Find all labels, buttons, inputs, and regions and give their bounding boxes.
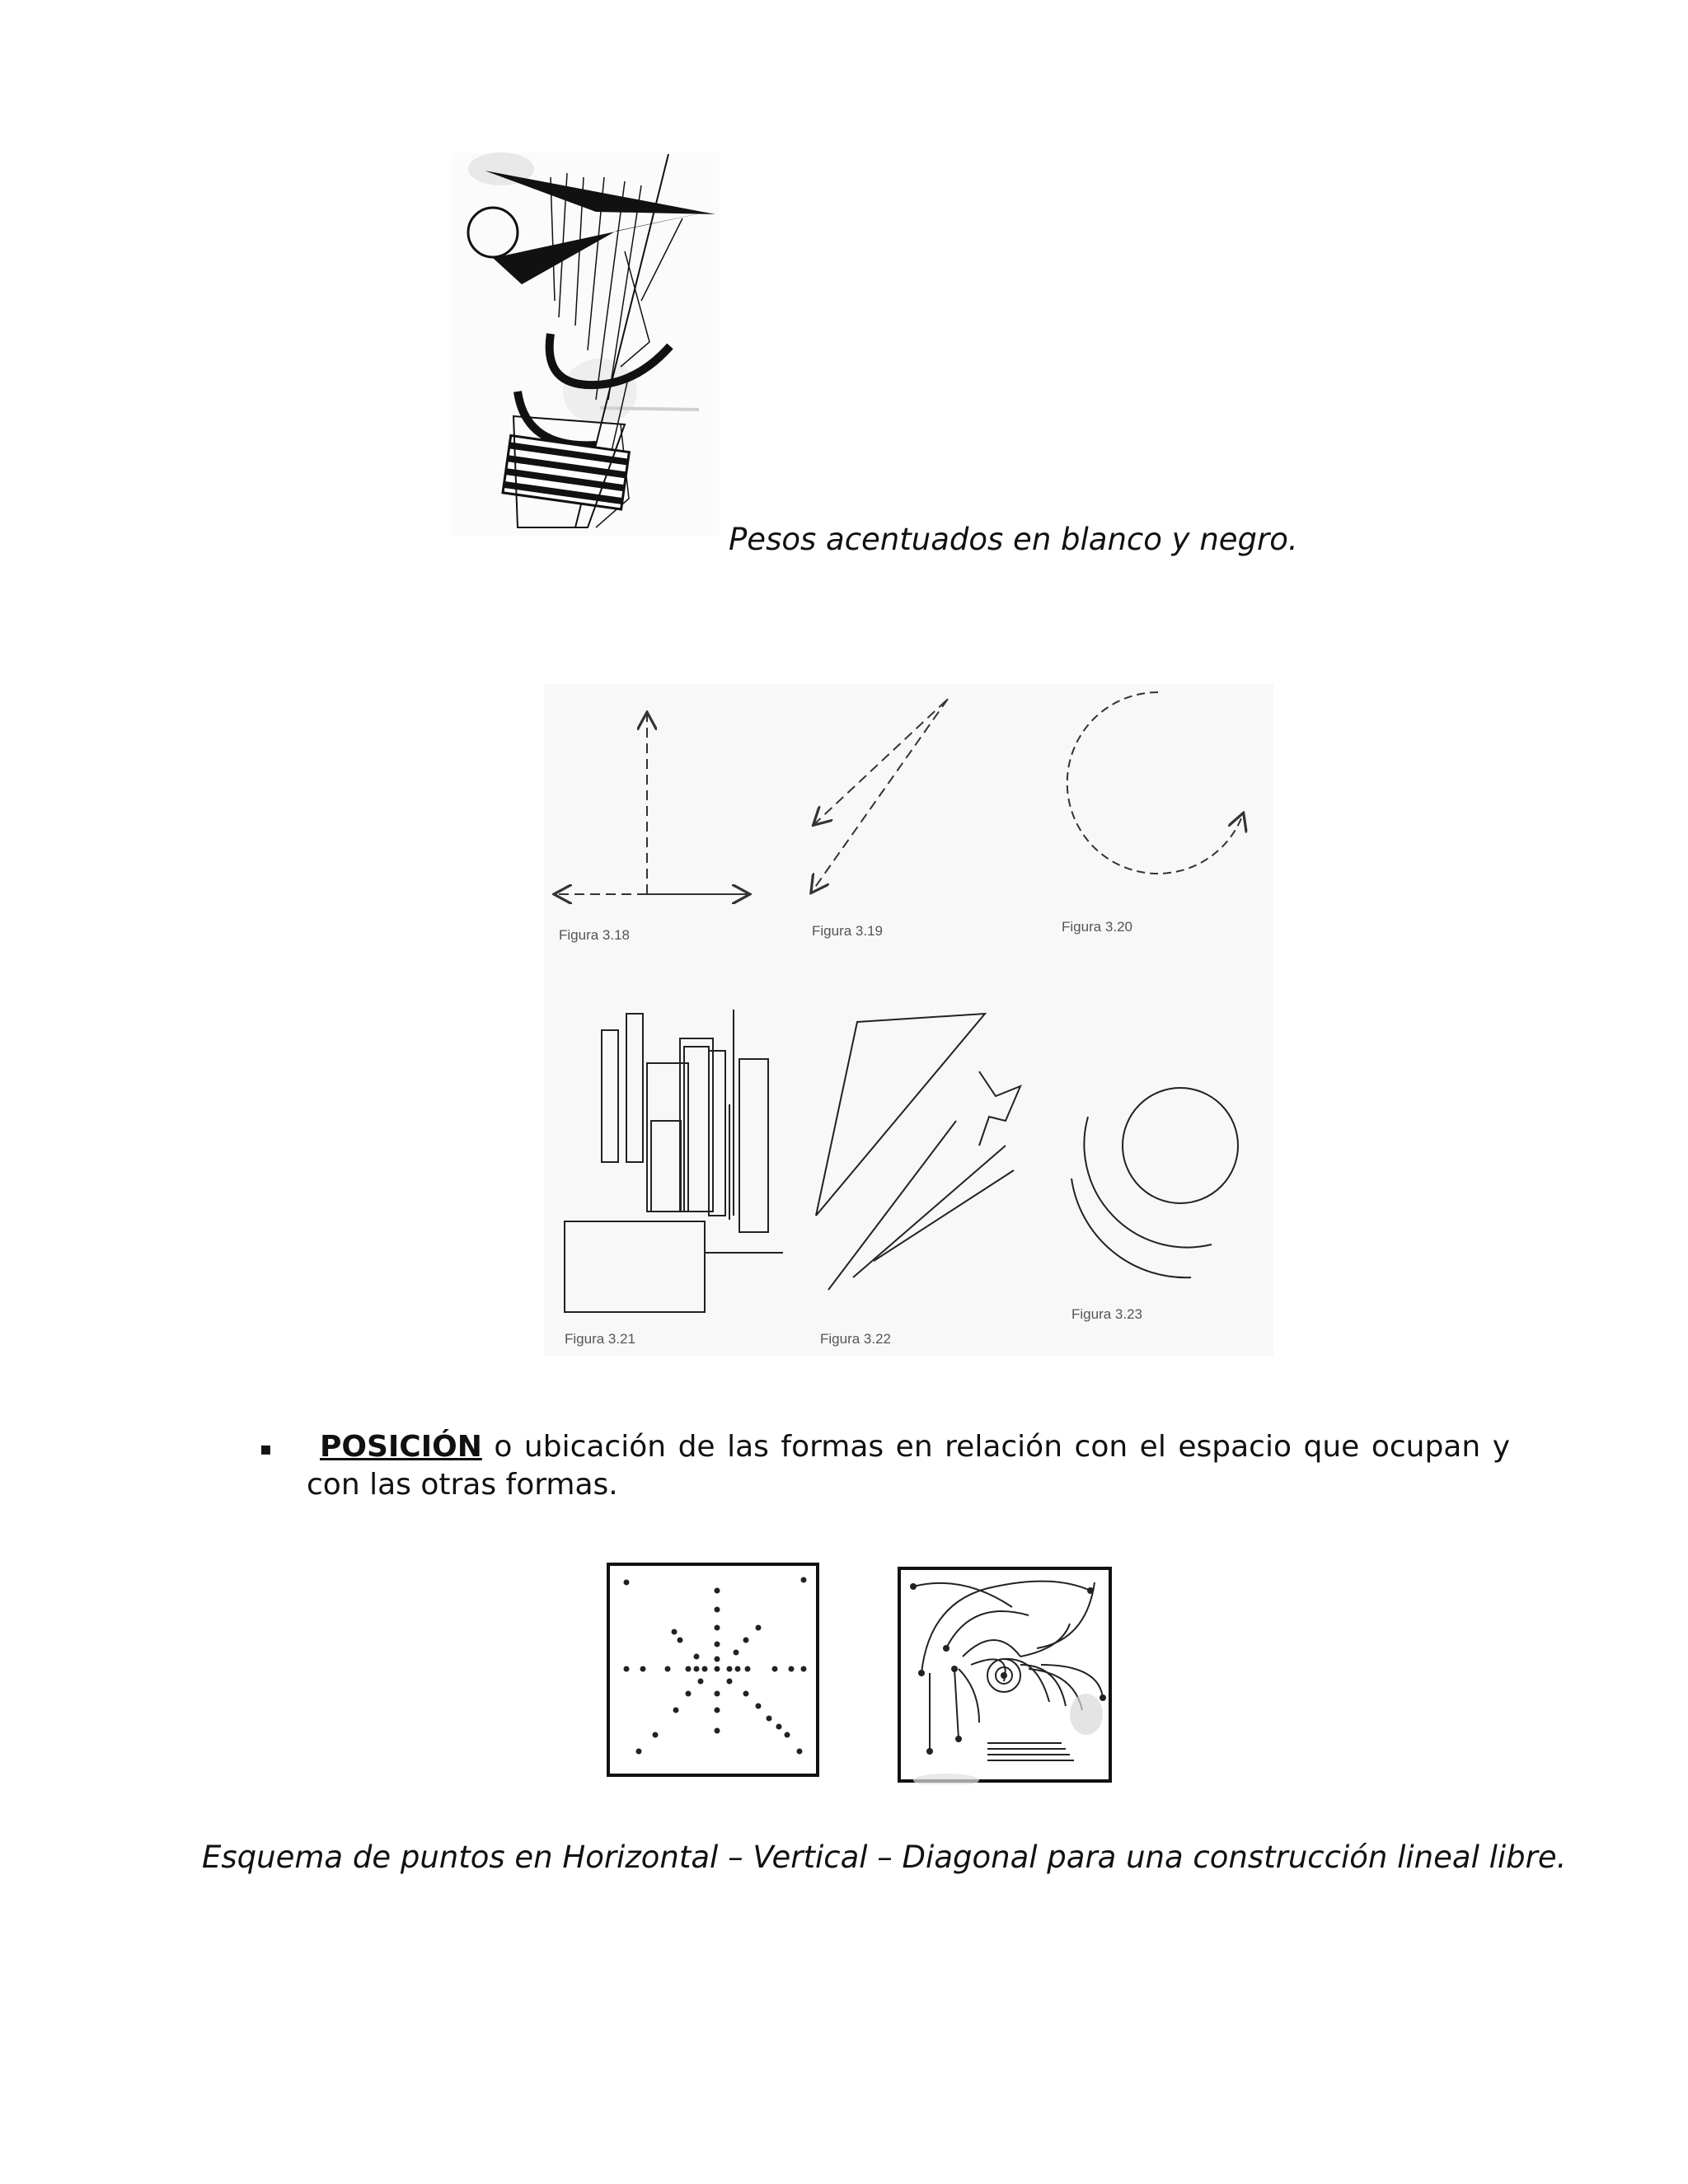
figure-caption-dot-scheme: Esquema de puntos en Horizontal – Vertical – Diagonal para una construcción lineal libre. [202,1840,1567,1875]
composition-illustration [452,152,720,536]
figure-label-3-22: Figura 3.22 [820,1331,891,1347]
dot-scheme-grid [606,1562,820,1778]
figure-caption-weights: Pesos acentuados en blanco y negro. [729,522,1298,557]
free-linear-construction [897,1566,1113,1784]
figures-3-18-to-3-23 [544,684,1273,1356]
figure-label-3-18: Figura 3.18 [559,927,630,943]
position-keyword: POSICIÓN [320,1430,482,1464]
figure-label-3-21: Figura 3.21 [565,1331,635,1347]
position-paragraph [307,1428,1510,1504]
position-text: o ubicación de las formas en relación con el espacio que ocupan y con las otras formas. [307,1430,1510,1502]
figure-label-3-20: Figura 3.20 [1062,919,1132,935]
figure-label-3-23: Figura 3.23 [1071,1306,1142,1322]
bullet-marker: ▪ [260,1439,272,1460]
figure-label-3-19: Figura 3.19 [812,923,883,939]
